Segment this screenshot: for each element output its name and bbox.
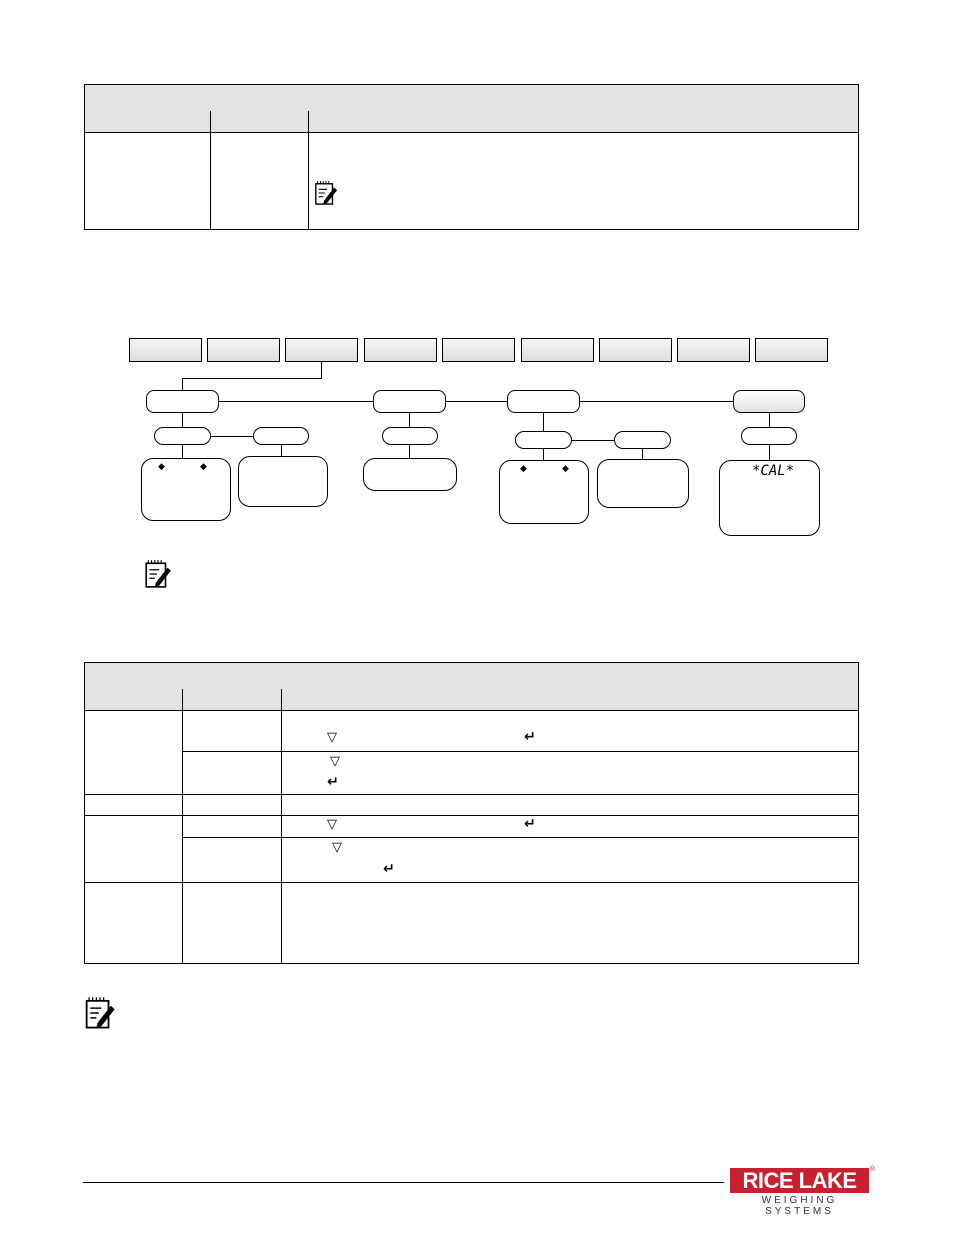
- connector-line: [182, 413, 183, 427]
- connector-line: [446, 401, 507, 402]
- table-1-column-header-row: [85, 111, 858, 133]
- value-box: [363, 458, 457, 491]
- parameter-node-2: [373, 390, 446, 413]
- connector-line: [409, 445, 410, 458]
- connector-line: [182, 445, 183, 459]
- connector-line: [769, 445, 770, 460]
- connector-line: [572, 440, 614, 441]
- menu-box-7: [599, 338, 672, 362]
- logo-registered-mark: ®: [869, 1166, 875, 1173]
- parameter-table-1: [84, 84, 859, 230]
- value-box: [499, 460, 589, 524]
- table-2-col-divider: [281, 689, 282, 963]
- down-arrow-key-icon: ▽: [330, 754, 340, 769]
- down-arrow-key-icon: ▽: [327, 817, 337, 832]
- menu-box-1: [129, 338, 202, 362]
- option-node: [515, 431, 572, 449]
- value-box: [238, 456, 328, 507]
- connector-line: [409, 413, 410, 427]
- menu-box-2: [207, 338, 280, 362]
- bullet-mark: ◆: [520, 463, 527, 473]
- note-icon: [314, 180, 338, 206]
- table-1-col-divider: [210, 111, 211, 229]
- menu-box-5: [442, 338, 515, 362]
- enter-key-icon: ↵: [327, 774, 339, 790]
- option-node: [382, 427, 438, 445]
- table-1-col-divider: [308, 111, 309, 229]
- connector-line: [182, 378, 183, 390]
- table-2-row-divider: [84, 815, 859, 816]
- option-node: [741, 427, 797, 445]
- connector-line: [543, 449, 544, 460]
- connector-line: [219, 401, 373, 402]
- parameter-node-1: [146, 390, 219, 413]
- connector-line: [580, 401, 733, 402]
- parameter-node-3: [507, 390, 580, 413]
- table-2-column-header-row: [85, 689, 858, 711]
- menu-box-9: [755, 338, 828, 362]
- logo-brand-text: RICE LAKE: [742, 1168, 857, 1193]
- connector-line: [281, 445, 282, 456]
- menu-box-6: [521, 338, 594, 362]
- option-node: [614, 431, 671, 449]
- parameter-table-2: [84, 662, 859, 964]
- connector-line: [211, 436, 253, 437]
- menu-box-8: [677, 338, 750, 362]
- table-2-row-divider: [182, 837, 859, 838]
- footer-rule: [83, 1182, 724, 1183]
- connector-line: [182, 378, 322, 379]
- menu-box-3-selected: [285, 338, 358, 362]
- enter-key-icon: ↵: [524, 816, 536, 832]
- enter-key-icon: ↵: [524, 729, 536, 745]
- logo-tagline: WEIGHING SYSTEMS: [761, 1195, 838, 1217]
- table-1-title-row: [85, 85, 858, 112]
- connector-line: [321, 362, 322, 378]
- table-2-row-divider: [84, 794, 859, 795]
- bullet-mark: ◆: [562, 463, 569, 473]
- table-2-title-row: [85, 663, 858, 690]
- connector-line: [769, 413, 770, 427]
- calibration-box: [719, 460, 820, 536]
- connector-line: [642, 449, 643, 459]
- bullet-mark: ◆: [158, 461, 165, 471]
- table-2-row-divider: [182, 751, 859, 752]
- option-node: [154, 427, 211, 445]
- option-node: [253, 427, 309, 445]
- note-icon: [144, 559, 172, 589]
- down-arrow-key-icon: ▽: [327, 730, 337, 745]
- logo-bar: [730, 1166, 875, 1193]
- bullet-mark: ◆: [200, 461, 207, 471]
- note-icon: [84, 996, 116, 1030]
- enter-key-icon: ↵: [383, 861, 395, 877]
- value-box: [597, 459, 689, 508]
- value-box: [141, 458, 231, 521]
- rice-lake-logo: [730, 1166, 875, 1217]
- cal-display-text: *CAL*: [752, 463, 795, 479]
- down-arrow-key-icon: ▽: [332, 840, 342, 855]
- table-2-row-divider: [84, 882, 859, 883]
- menu-box-4: [364, 338, 437, 362]
- connector-line: [543, 413, 544, 431]
- parameter-node-4: [733, 390, 805, 413]
- table-2-col-divider: [182, 689, 183, 963]
